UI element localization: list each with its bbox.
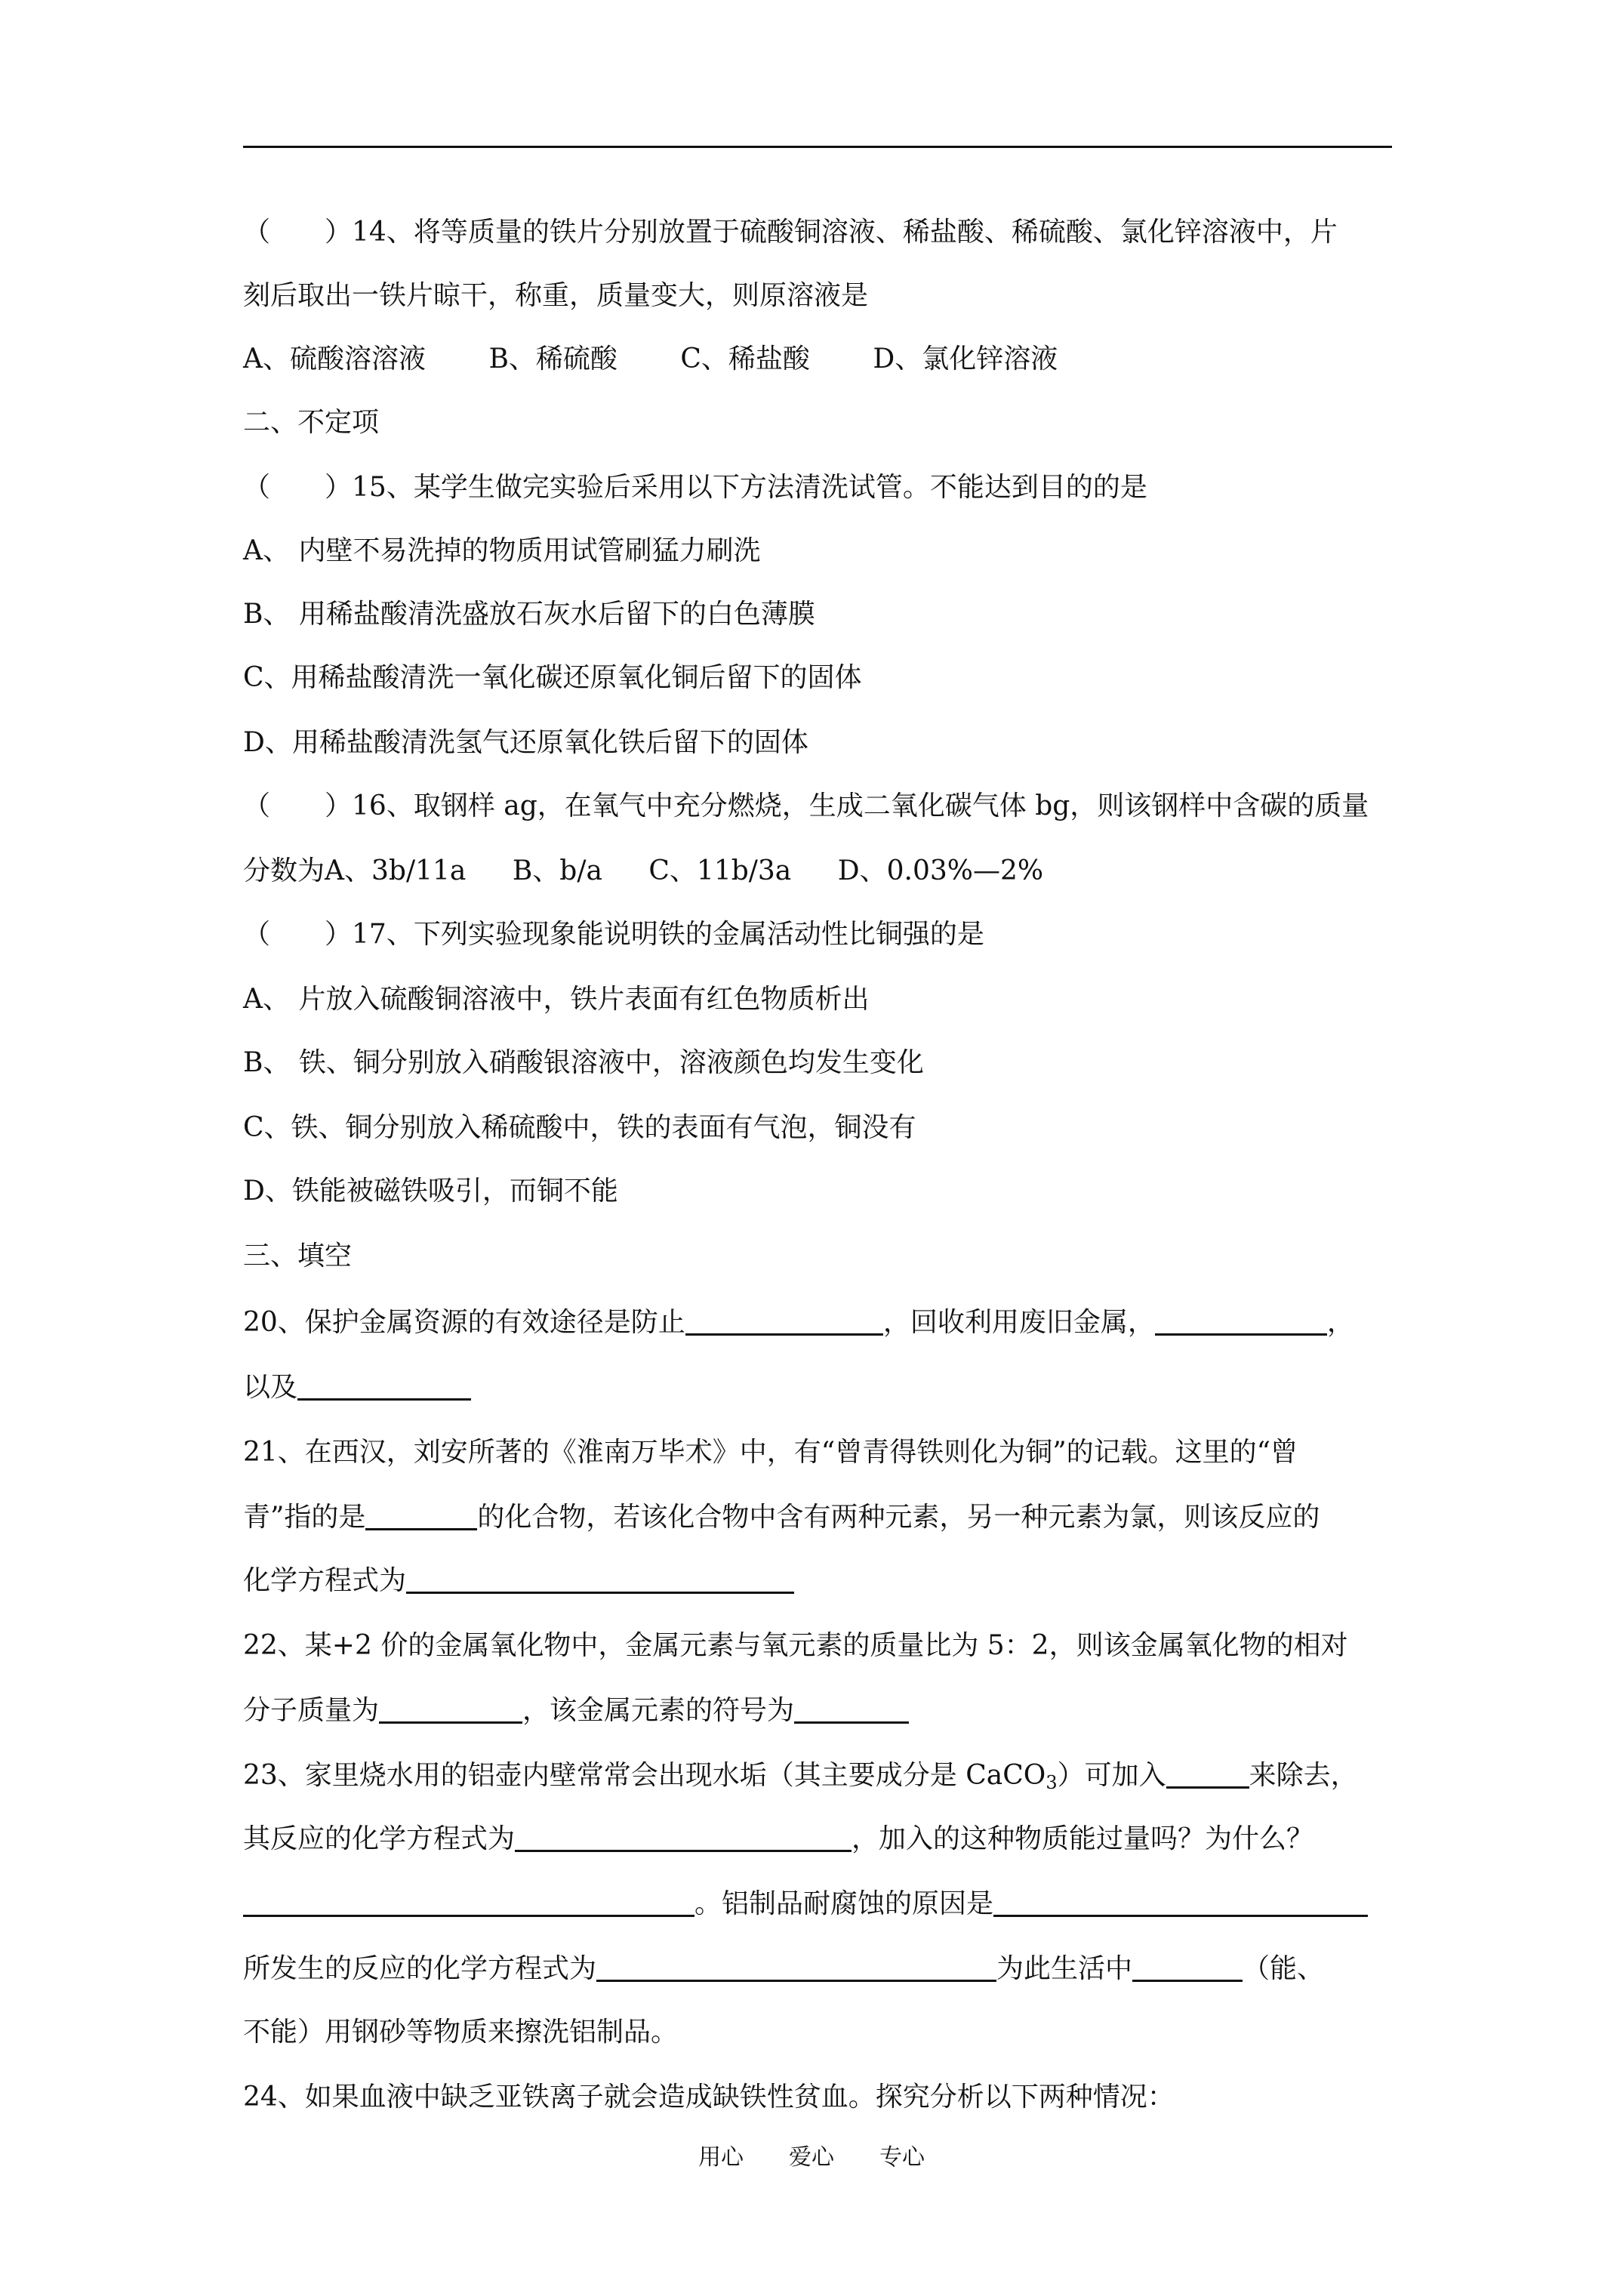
q23-subscript-3: 3 xyxy=(1046,1772,1058,1793)
q23-blank-1[interactable] xyxy=(1166,1759,1249,1789)
q23-text-9: （能、 xyxy=(1243,1953,1325,1984)
q16-option-a: A、3b/11a xyxy=(325,855,467,886)
q23-line-4 xyxy=(243,1952,1324,1986)
q23-blank-4[interactable] xyxy=(993,1888,1368,1917)
q20-blank-2[interactable] xyxy=(1155,1306,1327,1336)
q20-text-1: 20、保护金属资源的有效途径是防止 xyxy=(243,1307,685,1338)
q16-line-2 xyxy=(243,855,1043,888)
q14-line-1 xyxy=(243,216,1338,249)
q21-blank-1[interactable] xyxy=(365,1501,477,1530)
q22-line-2 xyxy=(243,1694,909,1727)
page-footer: 用心 爱心 专心 xyxy=(698,2144,925,2171)
q22-line-1: 22、某+2 价的金属氧化物中，金属元素与氧元素的质量比为 5：2，则该金属氧化物的相对 xyxy=(243,1630,1348,1661)
q15-option-a: A、 内壁不易洗掉的物质用试管刷猛力刷洗 xyxy=(243,535,761,566)
q17-answer-paren: （ ） xyxy=(243,919,353,950)
q15-option-b: B、 用稀盐酸清洗盛放石灰水后留下的白色薄膜 xyxy=(243,599,815,630)
q16-line-1 xyxy=(243,790,1369,823)
q20-text-2: ，回收利用废旧金属， xyxy=(882,1307,1155,1338)
q23-text-3: 来除去， xyxy=(1249,1760,1358,1791)
q20-text-4: 以及 xyxy=(243,1372,298,1403)
q14-option-b: B、稀硫酸 xyxy=(488,344,617,374)
q23-blank-3[interactable] xyxy=(243,1888,694,1917)
q22-blank-1[interactable] xyxy=(379,1694,522,1724)
q17-stem-line xyxy=(243,918,984,951)
q23-blank-6[interactable] xyxy=(1132,1952,1243,1982)
q15-stem-line xyxy=(243,471,1147,504)
q16-option-d: D、0.03%—2% xyxy=(837,855,1044,886)
q20-line-1 xyxy=(243,1306,1354,1339)
q16-answer-paren: （ ） xyxy=(243,791,353,821)
q20-blank-1[interactable] xyxy=(685,1306,883,1336)
q21-blank-2[interactable] xyxy=(406,1564,794,1594)
q23-text-6: 。铝制品耐腐蚀的原因是 xyxy=(694,1888,994,1919)
q21-text-2: 的化合物，若该化合物中含有两种元素，另一种元素为氯，则该反应的 xyxy=(477,1502,1320,1533)
q22-blank-2[interactable] xyxy=(794,1694,909,1724)
q23-line-2 xyxy=(243,1823,1313,1856)
q14-option-a: A、硫酸溶溶液 xyxy=(243,344,426,374)
q24-line-1: 24、如果血液中缺乏亚铁离子就会造成缺铁性贫血。探究分析以下两种情况： xyxy=(243,2082,1175,2113)
q17-option-c: C、铁、铜分别放入稀硫酸中，铁的表面有气泡，铜没有 xyxy=(243,1112,916,1143)
q17-option-a: A、 片放入硫酸铜溶液中，铁片表面有红色物质析出 xyxy=(243,984,870,1015)
q23-line-5: 不能）用钢砂等物质来擦洗铝制品。 xyxy=(243,2017,679,2048)
q14-line-2: 刻后取出一铁片晾干，称重，质量变大，则原溶液是 xyxy=(243,280,869,311)
q17-option-b: B、 铁、铜分别放入硝酸银溶液中，溶液颜色均发生变化 xyxy=(243,1047,924,1078)
q23-text-8: 为此生活中 xyxy=(996,1953,1133,1984)
q23-text-2: ）可加入 xyxy=(1057,1760,1166,1791)
q23-text-5: ，加入的这种物质能过量吗？为什么？ xyxy=(852,1823,1314,1854)
q14-option-c: C、稀盐酸 xyxy=(680,344,810,374)
q23-line-1 xyxy=(243,1759,1358,1792)
q17-option-d: D、铁能被磁铁吸引，而铜不能 xyxy=(243,1176,618,1207)
q16-stem-2: 分数为 xyxy=(243,855,325,886)
q16-option-c: C、11b/3a xyxy=(648,855,792,886)
q15-option-d: D、用稀盐酸清洗氢气还原氧化铁后留下的固体 xyxy=(243,727,808,758)
q16-stem-1: 16、取钢样 ag，在氧气中充分燃烧，生成二氧化碳气体 bg，则该钢样中含碳的质量 xyxy=(352,791,1369,821)
q23-blank-2[interactable] xyxy=(515,1823,852,1852)
q21-line-1: 21、在西汉，刘安所著的《淮南万毕术》中，有“曾青得铁则化为铜”的记载。这里的“曾 xyxy=(243,1437,1298,1468)
q15-stem: 15、某学生做完实验后采用以下方法清洗试管。不能达到目的的是 xyxy=(352,472,1147,503)
q15-answer-paren: （ ） xyxy=(243,472,353,503)
section-2-title: 二、不定项 xyxy=(243,407,380,438)
q14-stem-1: 14、将等质量的铁片分别放置于硫酸铜溶液、稀盐酸、稀硫酸、氯化锌溶液中，片 xyxy=(352,217,1338,248)
q21-line-3 xyxy=(243,1564,794,1598)
q20-blank-3[interactable] xyxy=(297,1371,471,1401)
q22-text-1: 分子质量为 xyxy=(243,1695,380,1726)
q21-text-3: 化学方程式为 xyxy=(243,1565,407,1596)
q14-options xyxy=(243,343,1058,376)
q17-stem: 17、下列实验现象能说明铁的金属活动性比铜强的是 xyxy=(352,919,984,950)
q20-line-2 xyxy=(243,1371,471,1404)
q22-text-2: ，该金属元素的符号为 xyxy=(522,1695,795,1726)
q20-text-3: ， xyxy=(1326,1307,1354,1338)
section-3-title: 三、填空 xyxy=(243,1240,353,1271)
header-rule xyxy=(243,146,1392,148)
q23-line-3 xyxy=(243,1888,1368,1921)
q23-text-4: 其反应的化学方程式为 xyxy=(243,1823,516,1854)
q23-text-1: 23、家里烧水用的铝壶内壁常常会出现水垢（其主要成分是 CaCO xyxy=(243,1760,1046,1791)
q23-text-7: 所发生的反应的化学方程式为 xyxy=(243,1953,597,1984)
q21-line-2 xyxy=(243,1501,1320,1534)
q14-answer-paren: （ ） xyxy=(243,217,353,248)
q15-option-c: C、用稀盐酸清洗一氧化碳还原氧化铜后留下的固体 xyxy=(243,662,862,693)
q14-option-d: D、氯化锌溶液 xyxy=(873,344,1058,374)
q21-text-1: 青”指的是 xyxy=(243,1502,366,1533)
q16-option-b: B、b/a xyxy=(512,855,602,886)
q23-blank-5[interactable] xyxy=(596,1952,996,1982)
